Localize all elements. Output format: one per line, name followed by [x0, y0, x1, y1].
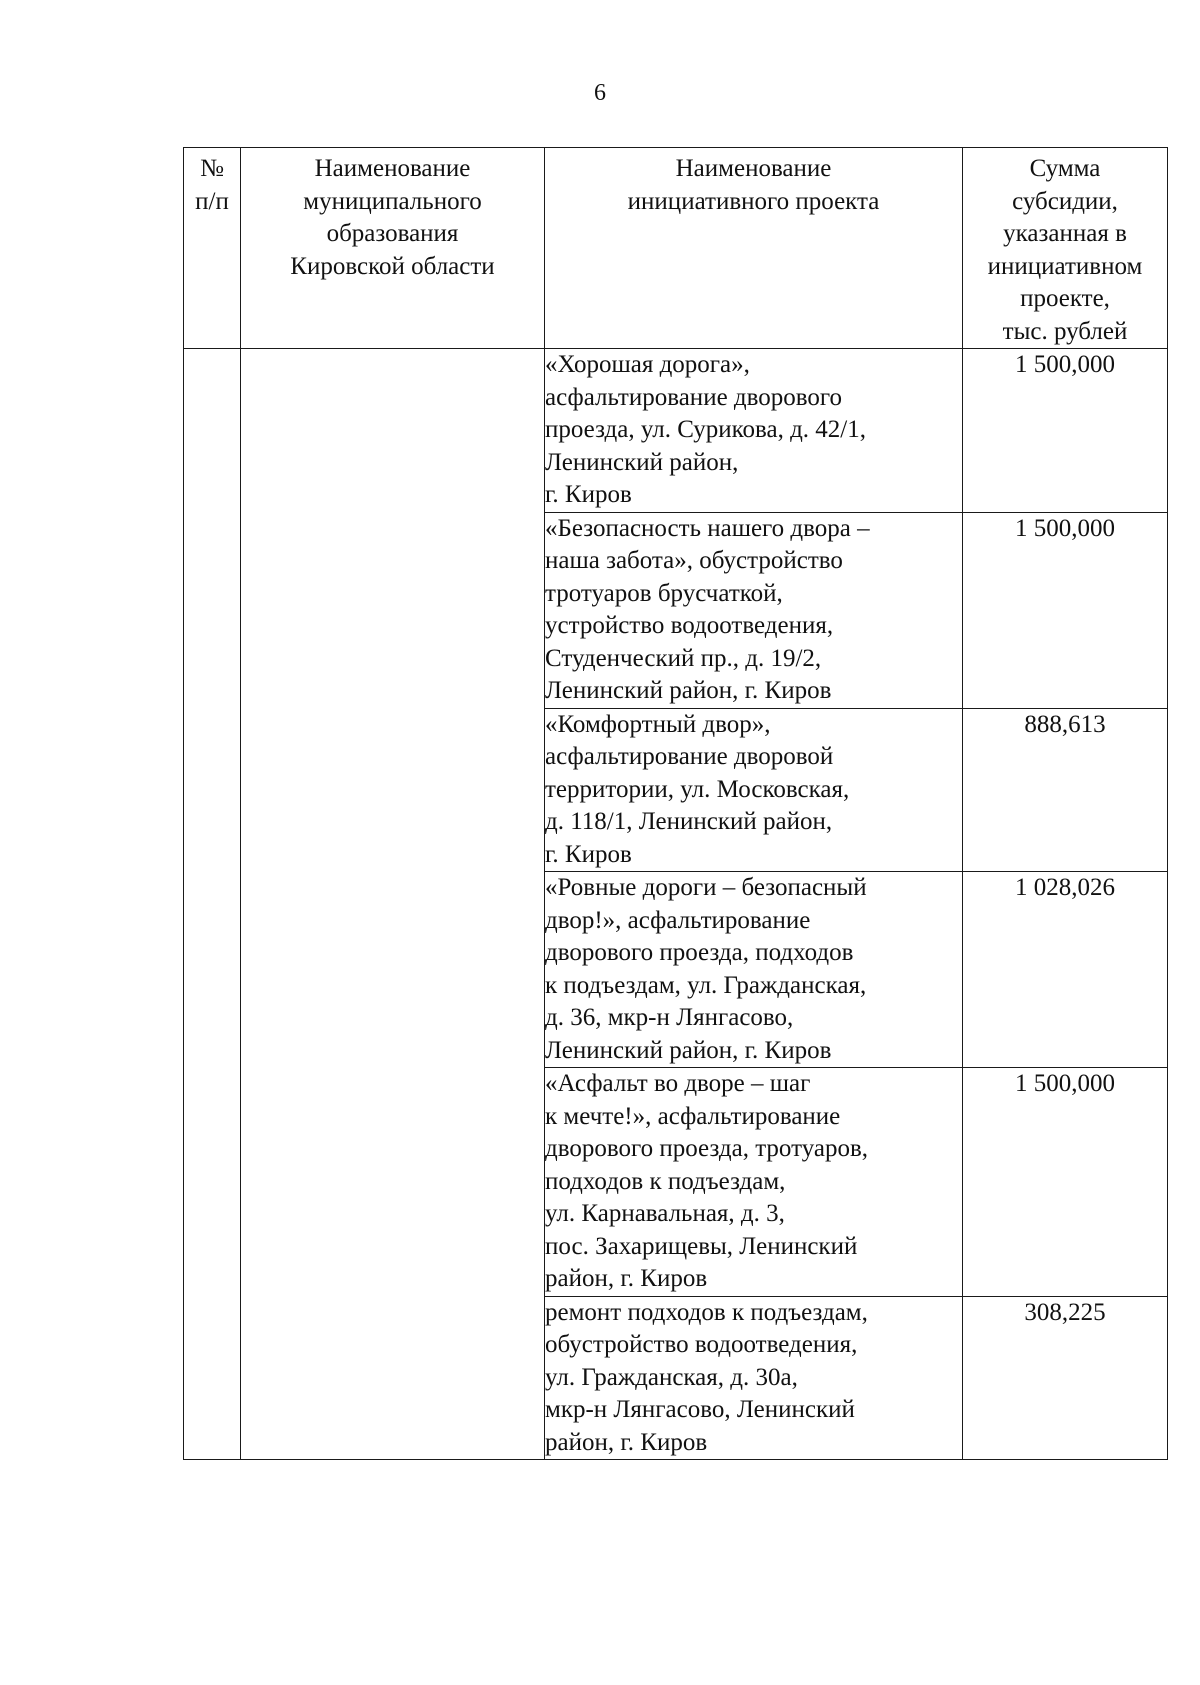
cell-amount: 308,225 [963, 1296, 1168, 1460]
cell-project: ремонт подходов к подъездам, обустройство водоотведения, ул. Гражданская, д. 30а, мкр-н Лянгасово, Ленинский район, г. Киров [545, 1296, 963, 1460]
cell-amount: 1 500,000 [963, 512, 1168, 708]
cell-municipality-empty [241, 349, 545, 1460]
cell-amount: 1 500,000 [963, 1068, 1168, 1297]
table-header-row [184, 148, 1168, 349]
cell-project: «Ровные дороги – безопасный двор!», асфальтирование дворового проезда, подходов к подъездам, ул. Гражданская, д. 36, мкр-н Лянгасово, Ленинский район, г. Киров [545, 872, 963, 1068]
cell-project: «Комфортный двор», асфальтирование дворовой территории, ул. Московская, д. 118/1, Ленинский район, г. Киров [545, 708, 963, 872]
subsidy-table [183, 147, 1168, 1460]
header-amount: Сумма субсидии, указанная в инициативном проекте, тыс. рублей [963, 148, 1168, 349]
cell-project: «Безопасность нашего двора – наша забота», обустройство тротуаров брусчаткой, устройство водоотведения, Студенческий пр., д. 19/2, Ленинский район, г. Киров [545, 512, 963, 708]
cell-project: «Хорошая дорога», асфальтирование дворового проезда, ул. Сурикова, д. 42/1, Ленинский район, г. Киров [545, 349, 963, 513]
cell-amount: 1 028,026 [963, 872, 1168, 1068]
table-row [184, 349, 1168, 513]
cell-amount: 1 500,000 [963, 349, 1168, 513]
header-municipality: Наименование муниципального образования Кировской области [241, 148, 545, 349]
header-num: № п/п [184, 148, 241, 349]
header-project: Наименование инициативного проекта [545, 148, 963, 349]
cell-num-empty [184, 349, 241, 1460]
cell-amount: 888,613 [963, 708, 1168, 872]
cell-project: «Асфальт во дворе – шаг к мечте!», асфальтирование дворового проезда, тротуаров, подходов к подъездам, ул. Карнавальная, д. 3, пос. Захарищевы, Ленинский район, г. Киров [545, 1068, 963, 1297]
page-number: 6 [594, 80, 606, 106]
